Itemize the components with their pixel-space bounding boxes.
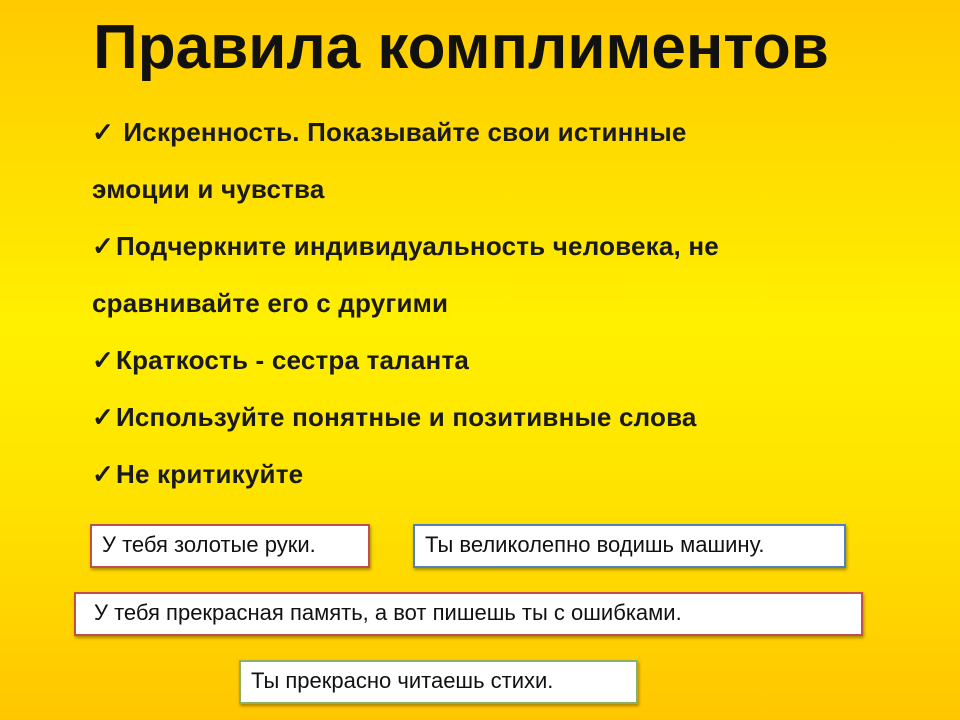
rule-item-sincerity-cont — [92, 161, 932, 218]
rule-text: Краткость - сестра таланта — [116, 345, 470, 375]
rule-item-sincerity — [92, 104, 932, 161]
rule-text: Используйте понятные и позитивные слова — [116, 402, 697, 432]
rule-item-individuality-cont — [92, 275, 932, 332]
rules-list — [92, 104, 932, 503]
checkmark-icon: ✓ — [92, 231, 114, 261]
rule-item-positive-words — [92, 389, 932, 446]
rule-text: эмоции и чувства — [92, 174, 325, 204]
example-box-memory: У тебя прекрасная память, а вот пишешь ты с ошибками. — [74, 592, 863, 636]
rule-text: Искренность. Показывайте свои истинные — [116, 117, 687, 147]
slide-title: Правила комплиментов — [93, 13, 829, 82]
rule-text: Подчеркните индивидуальность человека, не — [116, 231, 719, 261]
example-box-golden-hands: У тебя золотые руки. — [90, 524, 370, 568]
checkmark-icon: ✓ — [92, 402, 114, 432]
rule-item-no-criticism — [92, 446, 932, 503]
rule-text: Не критикуйте — [116, 459, 304, 489]
checkmark-icon: ✓ — [92, 117, 114, 147]
example-box-driving: Ты великолепно водишь машину. — [413, 524, 846, 568]
rule-text: сравнивайте его с другими — [92, 288, 449, 318]
rule-item-brevity — [92, 332, 932, 389]
checkmark-icon: ✓ — [92, 459, 114, 489]
checkmark-icon: ✓ — [92, 345, 114, 375]
example-box-poetry: Ты прекрасно читаешь стихи. — [239, 660, 638, 704]
rule-item-individuality — [92, 218, 932, 275]
